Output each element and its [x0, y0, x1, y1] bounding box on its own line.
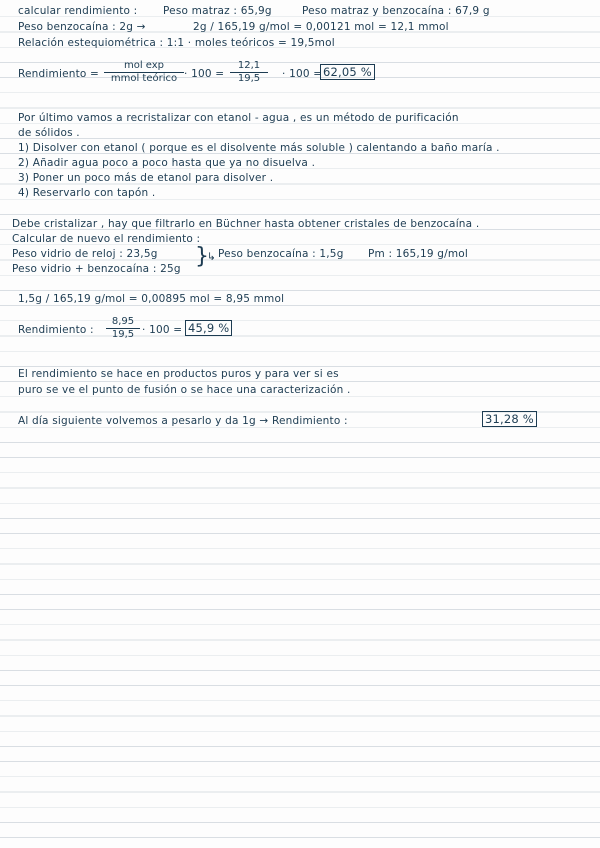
recrys-intro-2: de sólidos . [18, 127, 80, 139]
step-1: 1) Disolver con etanol ( porque es el disolvente más soluble ) calentando a baño maría . [18, 142, 500, 154]
yield-label-1: Rendimiento = [18, 68, 100, 80]
final-yield [482, 413, 537, 425]
yield-result-1 [320, 66, 375, 78]
note-line-1: El rendimiento se hace en productos puros y para ver si es [18, 368, 339, 380]
step-3: 3) Poner un poco más de etanol para disolver . [18, 172, 274, 184]
multiply-100-c: · 100 = [142, 324, 183, 336]
fraction-denominator: mmol teórico [110, 73, 178, 84]
multiply-100-a: · 100 = [184, 68, 225, 80]
moles-calculation: 2g / 165,19 g/mol = 0,00121 mol = 12,1 mmol [193, 21, 449, 33]
watch-glass-weight: Peso vidrio de reloj : 23,5g [12, 248, 158, 260]
fraction-denominator: 19,5 [111, 329, 135, 340]
yield-label-2: Rendimiento : [18, 324, 94, 336]
recalc-line: Calcular de nuevo el rendimiento : [12, 233, 201, 245]
molar-mass: Pm : 165,19 g/mol [368, 248, 469, 260]
flask-benzocaine-weight: Peso matraz y benzocaína : 67,9 g [302, 5, 490, 17]
fraction-denominator: 19,5 [237, 73, 261, 84]
watch-glass-benzocaine-weight: Peso vidrio + benzocaína : 25g [12, 263, 181, 275]
line-calc-yield [18, 5, 137, 17]
yield-result-box: 62,05 % [320, 64, 375, 80]
stoichiometry-line: Relación estequiométrica : 1:1 · moles teóricos = 19,5mol [18, 37, 335, 49]
final-yield-box: 31,28 % [482, 411, 537, 427]
benzocaine-weight-2: Peso benzocaína : 1,5g [218, 248, 344, 260]
benzocaine-weight: Peso benzocaína : 2g → [18, 21, 146, 33]
step-4: 4) Reservarlo con tapón . [18, 187, 156, 199]
yield-fraction-2 [106, 316, 140, 341]
fraction-numerator: 12,1 [230, 60, 268, 73]
next-day-line: Al día siguiente volvemos a pesarlo y da 1g → Rendimiento : [18, 415, 348, 427]
flask-weight: Peso matraz : 65,9g [163, 5, 272, 17]
fraction-numerator: 8,95 [106, 316, 140, 329]
yield-result-box: 45,9 % [185, 320, 232, 336]
multiply-100-b: · 100 = [282, 68, 323, 80]
step-2: 2) Añadir agua poco a poco hasta que ya no disuelva . [18, 157, 316, 169]
calc-yield-label: calcular rendimiento : [18, 5, 138, 17]
recrys-intro-1: Por último vamos a recristalizar con etanol - agua , es un método de purificación [18, 112, 459, 124]
yield-fraction-formula [104, 60, 184, 85]
arrow-icon: ↳ [207, 251, 216, 263]
curly-brace: } [195, 244, 209, 269]
note-line-2: puro se ve el punto de fusión o se hace una caracterización . [18, 384, 351, 396]
yield-result-2 [185, 322, 232, 334]
crystallize-line: Debe cristalizar , hay que filtrarlo en Büchner hasta obtener cristales de benzocaína . [12, 218, 480, 230]
moles-calculation-2: 1,5g / 165,19 g/mol = 0,00895 mol = 8,95 mmol [18, 293, 285, 305]
yield-fraction-values [230, 60, 268, 85]
fraction-numerator: mol exp [104, 60, 184, 73]
